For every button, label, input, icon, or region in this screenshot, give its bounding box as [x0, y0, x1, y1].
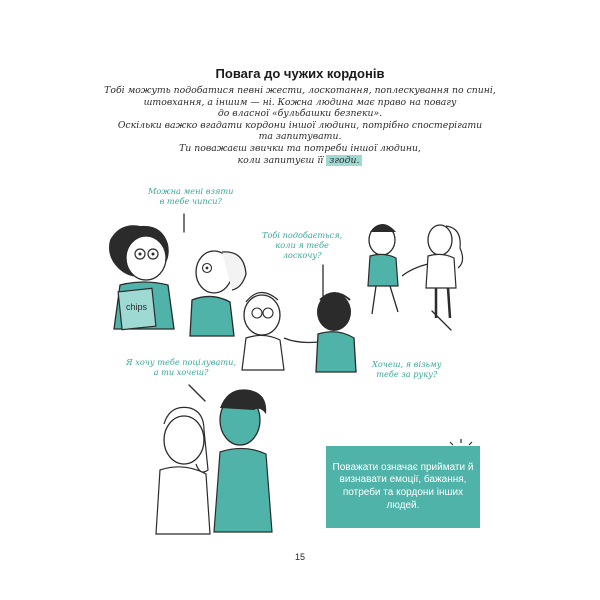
bubble-line: в тебе чипси? [159, 196, 222, 206]
intro-line: до власної «бульбашки безпеки». [217, 108, 383, 120]
page-number: 15 [294, 552, 305, 562]
bubble-line: Можна мені взяти [148, 186, 234, 196]
scene-chips [109, 225, 246, 336]
intro-line: Оскільки важко вгадати кордони іншої людини, потрібно спостерігати [117, 119, 483, 131]
intro-text: коли запитуєш її [237, 154, 324, 166]
scene-kiss [156, 389, 272, 534]
speech-bubble-chips [148, 186, 233, 206]
definition-text: Поважати означає приймати й визнавати емоції, бажання, потреби та кордони інших людей. [332, 461, 474, 511]
speech-bubble-hand [372, 359, 442, 379]
speech-tail [189, 385, 205, 401]
intro-line: штовхання, а іншим — ні. Кожна людина має право на повагу [143, 96, 457, 108]
bubble-line: Я хочу тебе поцілувати, [126, 357, 237, 367]
scene-tickle [242, 292, 356, 372]
bubble-line: коли я тебе [275, 240, 329, 250]
bubble-line: тебе за руку? [376, 369, 438, 379]
bubble-line: Тобі подобається, [262, 230, 343, 240]
chips-bag-label: chips [126, 302, 148, 312]
intro-line: Тобі можуть подобатися певні жести, лоскотання, поплескування по спині, [104, 85, 496, 96]
definition-box [326, 446, 480, 528]
intro-line: та запитувати. [258, 131, 342, 143]
page-title: Повага до чужих кордонів [215, 66, 385, 81]
bubble-line: а ти хочеш? [153, 367, 209, 377]
bubble-line: лоскочу? [282, 250, 322, 260]
speech-bubble-kiss [126, 357, 236, 377]
highlighted-word: згоди. [326, 155, 362, 166]
bubble-line: Хочеш, я візьму [372, 359, 442, 369]
intro-line: Ти поважаєш звички та потреби іншої людини, [179, 142, 421, 154]
scene-hand [368, 224, 463, 318]
speech-bubble-tickle [262, 230, 342, 260]
